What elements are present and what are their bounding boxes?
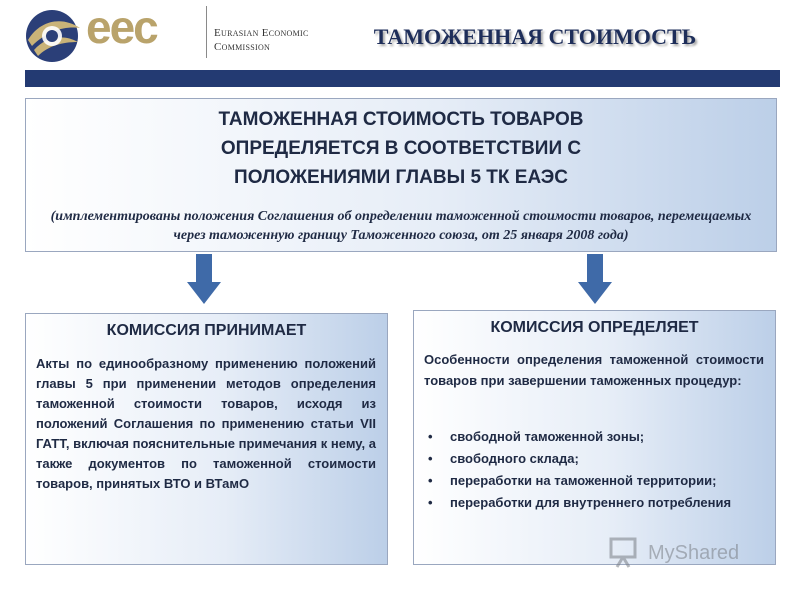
- commission-determines-panel: [413, 310, 776, 565]
- list-item: [424, 427, 764, 447]
- header-bar: [25, 70, 780, 87]
- list-item-text: свободной таможенной зоны;: [450, 429, 645, 444]
- list-item: [424, 471, 764, 491]
- commission-determines-title: КОМИССИЯ ОПРЕДЕЛЯЕТ: [490, 319, 699, 336]
- main-note: (имплементированы положения Соглашения об определении таможенной стоимости товаров, перемещаемых через таможенную границу Таможенного союза, от 25 января 2008 года): [50, 209, 752, 243]
- commission-adopts-title: КОМИССИЯ ПРИНИМАЕТ: [106, 322, 307, 339]
- down-arrow-left-icon: [187, 254, 221, 304]
- main-heading-line2: ОПРЕДЕЛЯЕТСЯ В СООТВЕТСТВИИ С: [220, 138, 582, 159]
- main-heading-line1: ТАМОЖЕННАЯ СТОИМОСТЬ ТОВАРОВ: [218, 109, 584, 130]
- procedures-list: [424, 427, 764, 515]
- list-item-text: переработки для внутреннего потребления: [450, 495, 732, 510]
- bullet-icon: •: [428, 429, 433, 444]
- presentation-board-icon: [608, 536, 642, 568]
- bullet-icon: •: [428, 451, 433, 466]
- commission-adopts-text: Акты по единообразному применению положений главы 5 при применении методов определения таможенной стоимости товаров, исходя из положений Соглашения по применению статьи VII ГАТТ, включая пояснительные примечания к нему, а также документов по таможенной стоимости товаров, принятых ВТО и ВТамО: [36, 356, 376, 491]
- down-arrow-right-icon: [578, 254, 612, 304]
- logo-subtitle-line1: Eurasian Economic: [214, 27, 309, 39]
- page-title: ТАМОЖЕННАЯ СТОИМОСТЬ: [373, 24, 697, 49]
- logo-wordmark: eec: [86, 1, 157, 53]
- logo-subtitle-line2: Commission: [214, 41, 271, 53]
- logo-subtitle: [214, 26, 309, 54]
- list-item: [424, 449, 764, 469]
- bullet-icon: •: [428, 495, 433, 510]
- commission-adopts-panel: [25, 313, 388, 565]
- main-statement-box: [25, 98, 777, 252]
- bullet-icon: •: [428, 473, 433, 488]
- watermark: [608, 536, 768, 570]
- list-item-text: переработки на таможенной территории;: [450, 473, 717, 488]
- main-heading-line3: ПОЛОЖЕНИЯМИ ГЛАВЫ 5 ТК ЕАЭС: [234, 167, 568, 188]
- logo-divider: [206, 6, 207, 58]
- globe-emblem-icon: [22, 6, 84, 66]
- commission-determines-text: Особенности определения таможенной стоимости товаров при завершении таможенных процедур:: [424, 352, 764, 388]
- main-heading: [26, 105, 776, 192]
- watermark-text: MyShared: [648, 542, 740, 564]
- list-item: [424, 493, 764, 513]
- list-item-text: свободного склада;: [450, 451, 579, 466]
